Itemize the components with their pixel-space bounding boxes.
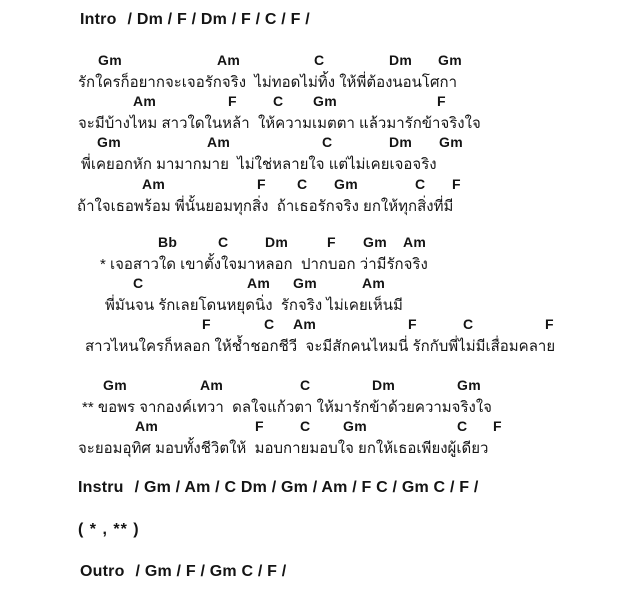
chord: Gm (313, 93, 337, 109)
chord-row (0, 93, 620, 111)
chord: Gm (293, 275, 317, 291)
chord: Gm (343, 418, 367, 434)
chord: Gm (98, 52, 122, 68)
chord: Gm (438, 52, 462, 68)
section-label: Instru (78, 479, 124, 496)
chord: Am (135, 418, 159, 434)
section-label: Outro (80, 563, 125, 580)
lyric-line: ถ้าใจเธอพร้อม พี่นั้นยอมทุกสิ่ง ถ้าเธอรักจริง ยกให้ทุกสิ่งที่มี (77, 198, 454, 215)
chord-row (0, 234, 620, 252)
chord: C (300, 377, 311, 393)
chord: Gm (334, 176, 358, 192)
chord-row (0, 418, 620, 436)
chord: F (202, 316, 211, 332)
chord: F (437, 93, 446, 109)
chord-progression: / Gm / F / Gm C / F / (135, 563, 287, 580)
chord: C (457, 418, 468, 434)
chord: F (452, 176, 461, 192)
chord: Am (362, 275, 386, 291)
chord-row (0, 316, 620, 334)
chord: F (327, 234, 336, 250)
chord: Am (133, 93, 157, 109)
section-label: Intro (80, 11, 117, 28)
chord: Gm (457, 377, 481, 393)
chord: C (463, 316, 474, 332)
chord-row (0, 377, 620, 395)
chord: F (493, 418, 502, 434)
chord: Am (200, 377, 224, 393)
chord: F (228, 93, 237, 109)
chord: Dm (389, 52, 413, 68)
lyric-line: จะยอมอุทิศ มอบทั้งชีวิตให้ มอบกายมอบใจ ยกให้เธอเพียงผู้เดียว (78, 440, 489, 457)
chord: F (255, 418, 264, 434)
chord: C (300, 418, 311, 434)
section-heading-instru (78, 479, 479, 497)
chord: F (257, 176, 266, 192)
chord-row (0, 52, 620, 70)
chord-row (0, 134, 620, 152)
lyric-line: * เจอสาวใด เขาตั้งใจมาหลอก ปากบอก ว่ามีรักจริง (100, 256, 428, 273)
chord: Dm (372, 377, 396, 393)
lyric-line: รักใครก็อยากจะเจอรักจริง ไม่ทอดไม่ทิ้ง ให้พี่ต้องนอนโศกา (78, 74, 458, 91)
lyric-line: สาวไหนใครก็หลอก ให้ช้ำชอกชีวี จะมีสักคนไหมนี่ รักกับพี่ไม่มีเสื่อมคลาย (85, 338, 556, 355)
chord: Am (403, 234, 427, 250)
chord: Am (142, 176, 166, 192)
chord: C (264, 316, 275, 332)
chord: Am (293, 316, 317, 332)
chord: F (545, 316, 554, 332)
chord: Gm (97, 134, 121, 150)
chord: Dm (265, 234, 289, 250)
lyric-line: พี่มันจน รักเลยโดนหยุดนิ่ง รักจริง ไม่เคยเห็นมี (105, 297, 403, 314)
section-heading-intro (80, 11, 310, 29)
repeat-marks: ( * , ** ) (78, 521, 140, 538)
chord: C (415, 176, 426, 192)
chord: Dm (389, 134, 413, 150)
chord: Gm (439, 134, 463, 150)
section-heading-outro (80, 563, 286, 581)
chord: C (218, 234, 229, 250)
chord: C (133, 275, 144, 291)
chord-row (0, 275, 620, 293)
chord: C (297, 176, 308, 192)
chord: C (273, 93, 284, 109)
chord: Am (217, 52, 241, 68)
chord: Gm (103, 377, 127, 393)
chord: Gm (363, 234, 387, 250)
chord-row (0, 176, 620, 194)
chord-progression: / Gm / Am / C Dm / Gm / Am / F C / Gm C / F / (134, 479, 479, 496)
chord: Am (207, 134, 231, 150)
lyric-line: จะมีบ้างไหม สาวใดในหล้า ให้ความเมตตา แล้วมารักข้าจริงใจ (78, 115, 481, 132)
chord: C (314, 52, 325, 68)
chord-progression: / Dm / F / Dm / F / C / F / (127, 11, 310, 28)
chord: C (322, 134, 333, 150)
lyric-line: ** ขอพร จากองค์เทวา ดลใจแก้วตา ให้มารักข้าด้วยความจริงใจ (82, 399, 492, 416)
chord: F (408, 316, 417, 332)
chord: Am (247, 275, 271, 291)
chord: Bb (158, 234, 178, 250)
lyric-line: พี่เคยอกหัก มามากมาย ไม่ใช่หลายใจ แต่ไม่เคยเจอจริง (81, 156, 437, 173)
